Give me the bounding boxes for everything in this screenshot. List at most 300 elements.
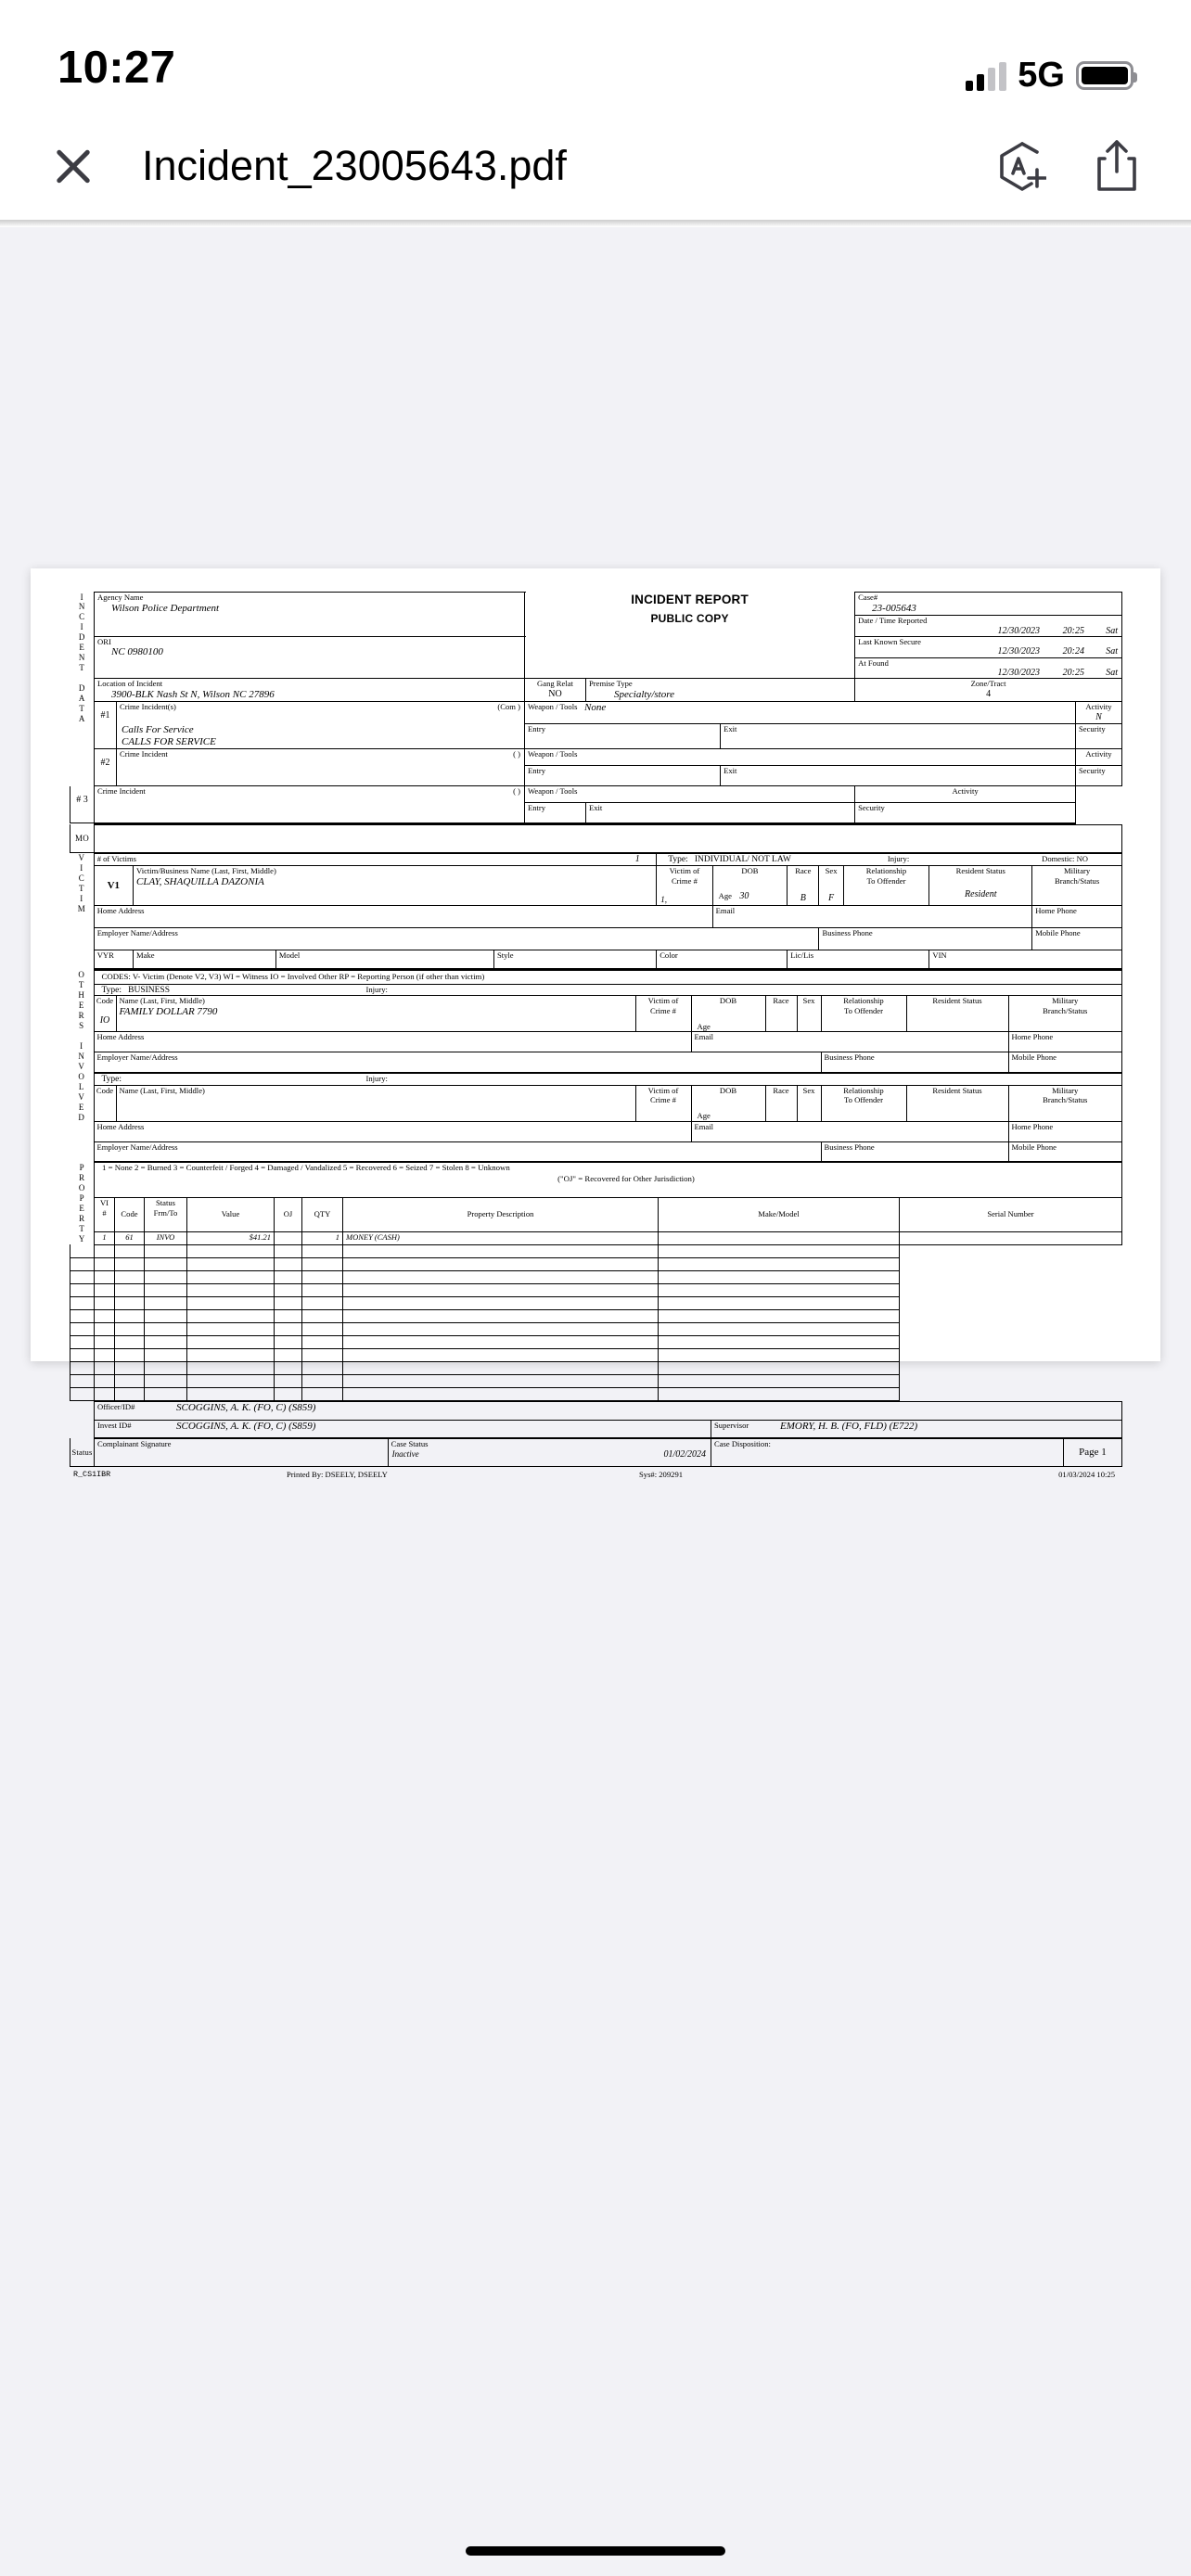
pdf-viewer-toolbar — [0, 111, 1191, 220]
victim-race-label: Race — [795, 865, 812, 875]
incident-2-values — [117, 766, 525, 786]
incident-2-entry-cell — [525, 766, 721, 786]
property-empty-cell — [70, 1348, 95, 1361]
victim-type-value: INDIVIDUAL/ NOT LAW — [694, 854, 791, 864]
case-status-label: Case Status — [391, 1439, 429, 1449]
other-1-military-label-2: Branch/Status — [1043, 1005, 1088, 1015]
incident-3-entry-label: Entry — [528, 803, 546, 813]
victim-home-phone-label: Home Phone — [1035, 906, 1077, 916]
side-label-property: P R O P E R T Y — [78, 1163, 85, 1244]
printed-by: Printed By: DSEELY, DSEELY — [287, 1469, 388, 1479]
vehicle-style-label: Style — [496, 950, 514, 961]
side-label-victim: V I C T I M — [77, 853, 85, 914]
incident-2-crime-cell — [117, 749, 525, 766]
other-2-home-phone-cell — [1008, 1121, 1122, 1141]
property-empty-cell — [95, 1335, 115, 1348]
supervisor-value: EMORY, H. B. (FO, FLD) (E722) — [780, 1420, 918, 1432]
header-spacer — [525, 636, 855, 679]
property-empty-cell — [95, 1257, 115, 1270]
ori-value: NC 0980100 — [111, 646, 163, 658]
victim-military-label-1: Military — [1064, 865, 1091, 875]
table-row — [70, 1244, 1122, 1257]
other-1-resident-status-label: Resident Status — [932, 996, 982, 1006]
at-found-date: 12/30/2023 — [997, 668, 1040, 679]
report-header-table — [70, 592, 1122, 824]
officer-cell — [95, 1401, 1122, 1420]
property-empty-cell — [343, 1361, 659, 1374]
cellular-signal-icon — [966, 63, 1006, 91]
victim-sex-value: F — [828, 892, 835, 903]
officer-label: Officer/ID# — [97, 1401, 135, 1411]
victim-code-cell — [94, 865, 133, 905]
other-2-military-label-1: Military — [1052, 1085, 1079, 1095]
other-1-military-cell — [1008, 996, 1122, 1032]
last-known-secure-label: Last Known Secure — [858, 636, 921, 646]
victim-email-label: Email — [715, 906, 736, 916]
incident-1-number: #1 — [95, 702, 117, 749]
table-row — [70, 1374, 1122, 1387]
at-found-day: Sat — [1106, 668, 1118, 679]
date-reported-date: 12/30/2023 — [997, 625, 1040, 636]
victim-employer-label: Employer Name/Address — [96, 928, 178, 938]
property-empty-cell — [659, 1361, 900, 1374]
property-empty-cell — [302, 1283, 343, 1296]
other-2-mobile-phone-label: Mobile Phone — [1011, 1141, 1057, 1152]
property-col-code — [115, 1197, 145, 1231]
incident-2-number: #2 — [95, 749, 117, 786]
premise-type-value: Specialty/store — [614, 689, 674, 700]
pdf-page-1 — [31, 568, 1160, 1479]
property-empty-cell — [659, 1296, 900, 1309]
other-1-victim-of-crime-label: Victim of — [647, 996, 679, 1006]
incident-3-values — [95, 803, 525, 823]
property-empty-cell — [659, 1283, 900, 1296]
victim-type-label: Type: — [668, 854, 688, 864]
victim-injury-label: Injury: — [887, 853, 910, 863]
property-empty-cell — [275, 1244, 302, 1257]
other-1-home-phone-label: Home Phone — [1011, 1032, 1054, 1042]
other-2-crime-num-cell — [635, 1085, 691, 1121]
at-found-label: At Found — [858, 657, 889, 668]
other-2-military-label-2: Branch/Status — [1043, 1095, 1088, 1105]
victim-name-value: CLAY, SHAQUILLA DAZONIA — [136, 875, 264, 887]
other-1-code-cell — [94, 996, 116, 1032]
other-2-home-address-label: Home Address — [96, 1121, 145, 1131]
sys-number: Sys#: 209291 — [639, 1469, 684, 1479]
property-empty-cell — [659, 1244, 900, 1257]
supervisor-cell — [711, 1420, 1122, 1438]
invest-label: Invest ID# — [97, 1420, 132, 1430]
property-header-serial: Serial Number — [987, 1209, 1034, 1218]
agency-name-label: Agency Name — [97, 593, 144, 602]
date-reported-label: Date / Time Reported — [858, 615, 928, 625]
property-empty-cell — [187, 1283, 275, 1296]
property-header-value: Value — [221, 1209, 240, 1218]
report-title: INCIDENT REPORT — [631, 592, 749, 606]
other-2-resident-status-label: Resident Status — [932, 1085, 982, 1095]
other-1-crime-num-label: Crime # — [650, 1005, 676, 1015]
other-2-age-label: Age — [697, 1111, 711, 1121]
incident-1-weapon-value: None — [584, 702, 607, 714]
property-empty-cell — [659, 1309, 900, 1322]
property-empty-cell — [187, 1361, 275, 1374]
incident-3-label: Crime Incident — [97, 786, 146, 797]
incident-2-label: Crime Incident — [120, 749, 168, 759]
other-2-email-label: Email — [694, 1121, 714, 1131]
property-empty-cell — [275, 1361, 302, 1374]
incident-3-activity-label: Activity — [952, 786, 979, 797]
location-value: 3900-BLK Nash St N, Wilson NC 27896 — [111, 689, 275, 700]
home-indicator — [466, 2546, 725, 2556]
at-found-time: 20:25 — [1062, 668, 1084, 679]
property-empty-cell — [70, 1283, 95, 1296]
property-col-description — [343, 1197, 659, 1231]
incident-3-entry-cell — [525, 803, 586, 823]
property-empty-cell — [275, 1322, 302, 1335]
property-empty-cell — [343, 1309, 659, 1322]
table-row — [70, 1361, 1122, 1374]
incident-1-crime-cell — [117, 702, 525, 724]
property-empty-cell — [145, 1283, 187, 1296]
property-empty-cell — [145, 1335, 187, 1348]
incident-1-exit-label: Exit — [724, 724, 737, 734]
property-empty-cell — [302, 1270, 343, 1283]
property-empty-cell — [187, 1244, 275, 1257]
incident-2-weapon-label: Weapon / Tools — [528, 749, 578, 759]
table-row — [70, 1283, 1122, 1296]
property-empty-cell — [302, 1361, 343, 1374]
property-empty-cell — [115, 1309, 145, 1322]
property-row-1-description: MONEY (CASH) — [346, 1231, 400, 1242]
other-1-relationship-label-2: To Offender — [844, 1005, 883, 1015]
ori-cell — [95, 636, 525, 679]
side-label-mo: MO — [70, 824, 95, 852]
supervisor-label: Supervisor — [714, 1420, 749, 1430]
markup-add-icon[interactable] — [994, 138, 1046, 194]
other-1-race-cell — [765, 996, 797, 1032]
table-row — [70, 1322, 1122, 1335]
property-empty-cell — [302, 1309, 343, 1322]
property-empty-cell — [302, 1335, 343, 1348]
invest-cell — [95, 1420, 711, 1438]
other-1-home-address-cell — [94, 1032, 691, 1052]
table-row — [70, 1387, 1122, 1400]
victim-employer-cell — [94, 928, 819, 950]
page-number: Page 1 — [1079, 1447, 1107, 1459]
incident-1-exit-cell — [721, 724, 1076, 749]
other-1-mobile-phone-cell — [1008, 1052, 1122, 1073]
property-empty-cell — [70, 1244, 95, 1257]
property-empty-cell — [145, 1257, 187, 1270]
incident-2-entry-label: Entry — [528, 766, 546, 776]
side-label-footer-spacer — [70, 1401, 95, 1420]
incident-3-activity-cell — [855, 786, 1076, 803]
date-reported-day: Sat — [1106, 625, 1118, 636]
property-empty-cell — [95, 1244, 115, 1257]
other-2-victim-of-crime-label: Victim of — [647, 1085, 679, 1095]
report-title-cell — [525, 593, 855, 637]
property-empty-cell — [187, 1335, 275, 1348]
vehicle-color-label: Color — [660, 950, 678, 961]
property-col-status — [145, 1197, 187, 1231]
codes-legend: CODES: V- Victim (Denote V2, V3) WI = Witness IO = Involved Other RP = Reporting Person (if other than victim) — [101, 971, 485, 981]
incident-3-crime-cell — [95, 786, 525, 803]
officer-value: SCOGGINS, A. K. (FO, C) (S859) — [176, 1401, 316, 1413]
other-2-business-phone-cell — [821, 1141, 1008, 1162]
vehicle-vin-label: VIN — [932, 950, 947, 961]
property-empty-cell — [70, 1257, 95, 1270]
property-col-vi — [95, 1197, 115, 1231]
property-empty-cell — [95, 1296, 115, 1309]
property-empty-cell — [95, 1309, 115, 1322]
incident-1-weapon-label: Weapon / Tools — [528, 702, 578, 712]
property-empty-cell — [70, 1387, 95, 1400]
close-icon[interactable] — [48, 141, 98, 191]
other-1-age-label: Age — [697, 1021, 711, 1031]
vehicle-vin-cell — [929, 950, 1122, 969]
incident-2-activity-label: Activity — [1085, 749, 1112, 759]
activity-label: Activity — [1085, 702, 1112, 712]
incident-3-number: # 3 — [70, 786, 95, 823]
incident-3-exit-label: Exit — [589, 803, 603, 813]
property-empty-cell — [302, 1296, 343, 1309]
vehicle-color-cell — [657, 950, 788, 969]
property-empty-cell — [95, 1270, 115, 1283]
victim-resident-status-cell — [929, 865, 1032, 905]
other-1-home-address-label: Home Address — [96, 1032, 145, 1042]
property-empty-cell — [145, 1348, 187, 1361]
victim-relationship-cell — [843, 865, 929, 905]
incident-1-value-2: CALLS FOR SERVICE — [122, 735, 216, 747]
status-bar-clock: 10:27 — [58, 43, 176, 93]
table-row — [70, 1309, 1122, 1322]
property-empty-cell — [343, 1296, 659, 1309]
property-empty-cell — [275, 1296, 302, 1309]
property-row-1-make-model — [659, 1232, 899, 1234]
property-header-vi: VI — [99, 1197, 109, 1207]
network-type-label: 5G — [1018, 56, 1065, 95]
incident-3-security-label: Security — [858, 803, 885, 813]
mo-table — [70, 824, 1122, 853]
other-2-race-label: Race — [773, 1085, 789, 1095]
zone-tract-value: 4 — [986, 689, 992, 699]
vehicle-vyr-cell — [94, 950, 133, 969]
case-status-date: 01/02/2024 — [663, 1448, 706, 1460]
table-row — [70, 1348, 1122, 1361]
table-row — [70, 1231, 1122, 1244]
other-2-resident-status-cell — [906, 1085, 1008, 1121]
complainant-label: Complainant Signature — [97, 1439, 172, 1449]
incident-1-values — [117, 724, 525, 749]
premise-type-cell — [586, 679, 855, 702]
victim-dob-cell — [712, 865, 788, 905]
incident-1-security-label: Security — [1079, 724, 1106, 734]
property-legend-line-1: 1 = None 2 = Burned 3 = Counterfeit / Forged 4 = Damaged / Vandalized 5 = Recovered 6 = Seized 7 = Stolen 8 = Unknown — [102, 1163, 510, 1173]
property-empty-cell — [275, 1335, 302, 1348]
incident-3-weapon-label: Weapon / Tools — [528, 786, 578, 797]
property-empty-cell — [70, 1322, 95, 1335]
property-empty-cell — [187, 1296, 275, 1309]
property-empty-cell — [145, 1244, 187, 1257]
vehicle-vyr-label: VYR — [96, 950, 114, 961]
agency-name-cell — [95, 593, 525, 637]
table-row — [70, 1335, 1122, 1348]
other-1-email-cell — [691, 1032, 1008, 1052]
property-col-value — [187, 1197, 275, 1231]
property-empty-cell — [343, 1244, 659, 1257]
property-header-description: Property Description — [467, 1209, 534, 1218]
property-empty-cell — [70, 1361, 95, 1374]
other-2-type-label: Type: — [101, 1074, 122, 1084]
victim-resident-status-label: Resident Status — [955, 865, 1005, 875]
property-empty-cell — [659, 1387, 900, 1400]
other-1-injury-label: Injury: — [365, 984, 388, 994]
other-1-name-label: Name (Last, First, Middle) — [119, 996, 205, 1006]
invest-value: SCOGGINS, A. K. (FO, C) (S859) — [176, 1420, 316, 1432]
vehicle-lic-cell — [788, 950, 929, 969]
incident-2-weapon-cell — [525, 749, 1076, 766]
codes-legend-cell — [94, 970, 1122, 984]
victim-crime-num-label: Crime # — [671, 875, 698, 886]
activity-value: N — [1095, 711, 1102, 722]
property-empty-cell — [659, 1270, 900, 1283]
others-involved-table — [70, 970, 1122, 1164]
property-empty-cell — [187, 1270, 275, 1283]
victim-race-cell — [788, 865, 819, 905]
side-label-others-involved: O T H E R S I N V O L V E D — [78, 970, 85, 1122]
property-empty-cell — [95, 1374, 115, 1387]
toolbar-actions — [994, 138, 1143, 194]
incident-1-entry-cell — [525, 724, 721, 749]
other-2-business-phone-label: Business Phone — [824, 1141, 875, 1152]
location-label: Location of Incident — [97, 679, 163, 689]
property-table — [70, 1163, 1122, 1400]
other-1-dob-label: DOB — [719, 996, 737, 1006]
property-row-1-oj — [275, 1232, 301, 1234]
property-legend-line-2: ("OJ" = Recovered for Other Jurisdiction) — [557, 1173, 695, 1183]
other-1-crime-num-cell — [635, 996, 691, 1032]
property-empty-cell — [115, 1348, 145, 1361]
other-2-race-cell — [765, 1085, 797, 1121]
incident-1-security-cell — [1076, 724, 1122, 749]
incident-2-exit-cell — [721, 766, 1076, 786]
victim-crime-num-value: 1, — [660, 895, 667, 905]
property-row-1-status: INVO — [156, 1231, 175, 1242]
other-2-dob-cell — [691, 1085, 765, 1121]
other-2-relationship-label-2: To Offender — [844, 1095, 883, 1105]
last-known-secure-cell — [855, 636, 1122, 657]
case-disposition-cell — [711, 1438, 1064, 1466]
property-empty-cell — [275, 1309, 302, 1322]
other-1-business-phone-label: Business Phone — [824, 1052, 875, 1063]
property-empty-cell — [95, 1387, 115, 1400]
other-1-name-value: FAMILY DOLLAR 7790 — [119, 1005, 218, 1017]
property-empty-cell — [659, 1322, 900, 1335]
report-footer-table — [70, 1401, 1122, 1467]
property-empty-cell — [659, 1374, 900, 1387]
property-empty-cell — [275, 1374, 302, 1387]
property-empty-cell — [302, 1387, 343, 1400]
num-victims-cell — [94, 853, 657, 865]
property-header-status-1: Status — [155, 1197, 175, 1207]
other-1-home-phone-cell — [1008, 1032, 1122, 1052]
property-empty-cell — [145, 1361, 187, 1374]
victim-mobile-phone-label: Mobile Phone — [1035, 928, 1081, 938]
incident-1-value-1: Calls For Service — [122, 723, 194, 735]
property-row-1-serial — [900, 1232, 1121, 1234]
incident-3-security-cell — [855, 803, 1076, 823]
property-empty-cell — [343, 1270, 659, 1283]
property-empty-cell — [343, 1335, 659, 1348]
victim-sex-cell — [819, 865, 843, 905]
other-2-sex-cell — [797, 1085, 821, 1121]
gang-related-cell — [525, 679, 586, 702]
property-empty-cell — [343, 1257, 659, 1270]
at-found-cell — [855, 657, 1122, 679]
victim-home-address-label: Home Address — [96, 906, 145, 916]
zone-tract-cell — [855, 679, 1122, 702]
property-row-1-qty: 1 — [335, 1231, 339, 1242]
other-1-sex-cell — [797, 996, 821, 1032]
property-empty-cell — [187, 1257, 275, 1270]
other-2-home-phone-label: Home Phone — [1011, 1121, 1054, 1131]
property-empty-cell — [95, 1322, 115, 1335]
pdf-scroll-canvas[interactable] — [0, 227, 1191, 2576]
other-1-resident-status-cell — [906, 996, 1008, 1032]
other-1-code-value: IO — [99, 1014, 110, 1026]
side-label-incident-data: I N C I D E N T D A T A — [78, 592, 85, 724]
vehicle-make-label: Make — [136, 950, 155, 961]
other-1-sex-label: Sex — [802, 996, 815, 1006]
gang-related-label: Gang Relat — [537, 679, 573, 689]
ios-status-bar — [0, 0, 1191, 111]
property-empty-cell — [343, 1322, 659, 1335]
battery-icon — [1076, 61, 1133, 90]
property-empty-cell — [70, 1335, 95, 1348]
victim-military-label-2: Branch/Status — [1054, 875, 1100, 886]
property-empty-cell — [275, 1283, 302, 1296]
property-empty-cell — [115, 1283, 145, 1296]
victim-race-value: B — [800, 892, 806, 903]
property-header-make-model: Make/Model — [758, 1209, 800, 1218]
other-2-name-cell — [116, 1085, 635, 1121]
property-empty-cell — [302, 1257, 343, 1270]
property-empty-cell — [187, 1348, 275, 1361]
case-disposition-label: Case Disposition: — [714, 1439, 771, 1449]
other-2-type-row — [94, 1073, 1122, 1085]
share-icon[interactable] — [1091, 138, 1143, 194]
other-1-military-label-1: Military — [1052, 996, 1079, 1006]
victim-crime-num-cell — [657, 865, 712, 905]
victim-relationship-label-1: Relationship — [865, 865, 907, 875]
zone-tract-label: Zone/Tract — [970, 679, 1006, 689]
victim-sex-label: Sex — [825, 865, 838, 875]
victim-email-cell — [712, 906, 1032, 928]
victim-table — [70, 853, 1122, 970]
property-empty-cell — [70, 1296, 95, 1309]
print-footer — [70, 1467, 1122, 1480]
other-2-code-cell — [94, 1085, 116, 1121]
case-number-cell — [855, 593, 1122, 616]
vehicle-style-cell — [493, 950, 656, 969]
other-1-name-cell — [116, 996, 635, 1032]
property-empty-cell — [343, 1283, 659, 1296]
property-empty-cell — [187, 1322, 275, 1335]
property-empty-cell — [115, 1374, 145, 1387]
vehicle-model-label: Model — [278, 950, 301, 961]
vehicle-make-cell — [134, 950, 276, 969]
property-header-oj: OJ — [283, 1209, 293, 1218]
